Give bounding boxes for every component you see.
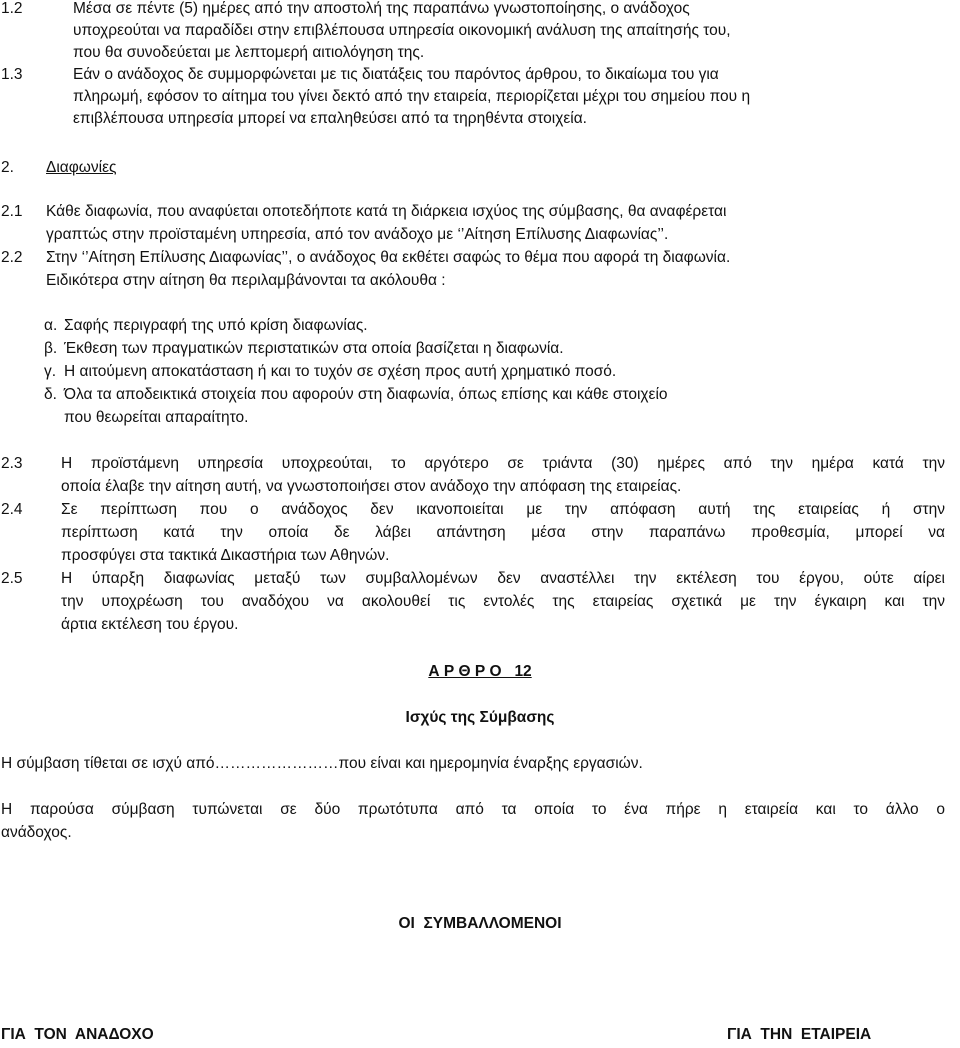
clause-1-3-line-3: επιβλέπουσα υπηρεσία μπορεί να επαληθεύσει από τα τηρηθέντα στοιχεία.	[73, 110, 587, 127]
clause-2-3-line-2: οποία έλαβε την αίτηση αυτή, να γνωστοποιήσει στον ανάδοχο την απόφαση της εταιρείας.	[61, 478, 682, 495]
clause-2-4-line-1: Σε περίπτωση που ο ανάδοχος δεν ικανοποιείται με την απόφαση αυτή της εταιρείας ή στην	[61, 501, 945, 518]
clause-2-2-line-1: Στην ‘’Αίτηση Επίλυσης Διαφωνίας’’, ο ανάδοχος θα εκθέτει σαφώς το θέμα που αφορά τη διαφωνία.	[46, 249, 731, 266]
clause-1-3-line-1: Εάν ο ανάδοχος δε συμμορφώνεται με τις διατάξεις του παρόντος άρθρου, το δικαίωμα του για	[73, 66, 719, 83]
list-item-label: β.	[44, 340, 58, 357]
clause-1-3-line-2: πληρωμή, εφόσον το αίτημα του γίνει δεκτό από την εταιρεία, περιορίζεται μέχρι του σημείου που η	[73, 88, 751, 105]
list-item-text: Όλα τα αποδεικτικά στοιχεία που αφορούν στη διαφωνία, όπως επίσης και κάθε στοιχείο	[64, 386, 668, 403]
clause-1-2-line-2: υποχρεούται να παραδίδει στην επιβλέπουσα υπηρεσία οικονομική ανάλυση της απαίτησής του,	[73, 22, 731, 39]
parties-heading: ΟΙ ΣΥΜΒΑΛΛΟΜΕΝΟΙ	[398, 915, 562, 932]
clause-2-4-line-2: περίπτωση κατά την οποία δε λάβει απάντηση μέσα στην παραπάνω προθεσμία, μπορεί να	[61, 524, 945, 541]
clause-1-2-line-3: που θα συνοδεύεται με λεπτομερή αιτιολόγηση της.	[73, 44, 425, 61]
article-subtitle: Ισχύς της Σύμβασης	[405, 709, 555, 726]
list-item-text: Η αιτούμενη αποκατάσταση ή και το τυχόν σε σχέση προς αυτή χρηματικό ποσό.	[64, 363, 617, 380]
clause-2-5-line-1: Η ύπαρξη διαφωνίας μεταξύ των συμβαλλομένων δεν αναστέλλει την εκτέλεση του έργου, ούτε αίρει	[61, 570, 945, 587]
signature-contractor: ΓΙΑ ΤΟΝ ΑΝΑΔΟΧΟ	[1, 1026, 154, 1043]
list-item-label: δ.	[44, 386, 57, 403]
clause-2-2-line-2: Ειδικότερα στην αίτηση θα περιλαμβάνονται τα ακόλουθα :	[46, 272, 446, 289]
list-item-text: Έκθεση των πραγματικών περιστατικών στα οποία βασίζεται η διαφωνία.	[64, 340, 564, 357]
article-heading: Α Ρ Θ Ρ Ο 12	[428, 663, 532, 680]
clause-2-5-line-3: άρτια εκτέλεση του έργου.	[61, 616, 239, 633]
list-item-continuation: που θεωρείται απαραίτητο.	[64, 409, 249, 426]
clause-2-3-line-1: Η προϊστάμενη υπηρεσία υποχρεούται, το αργότερο σε τριάντα (30) ημέρες από την ημέρα κατά την	[61, 455, 945, 472]
clause-2-4-line-3: προσφύγει στα τακτικά Δικαστήρια των Αθηνών.	[61, 547, 390, 564]
clause-2-1-line-2: γραπτώς στην προϊσταμένη υπηρεσία, από τον ανάδοχο με ‘’Αίτηση Επίλυσης Διαφωνίας’’.	[46, 226, 669, 243]
clause-number-1-2: 1.2	[1, 0, 23, 17]
clause-number-2-2: 2.2	[1, 249, 23, 266]
clause-number-2-5: 2.5	[1, 570, 23, 587]
clause-2-1-line-1: Κάθε διαφωνία, που αναφύεται οποτεδήποτε κατά τη διάρκεια ισχύος της σύμβασης, θα αναφέρεται	[46, 203, 727, 220]
clause-2-5-line-2: την υποχρέωση του αναδόχου να ακολουθεί τις εντολές της εταιρείας σχετικά με την έγκαιρη και την	[61, 593, 945, 610]
section-title-disputes: Διαφωνίες	[46, 159, 117, 176]
list-item-label: α.	[44, 317, 58, 334]
list-item-label: γ.	[44, 363, 57, 380]
clause-number-2-1: 2.1	[1, 203, 23, 220]
copies-line-1: Η παρούσα σύμβαση τυπώνεται σε δύο πρωτότυπα από τα οποία το ένα πήρε η εταιρεία και το άλλο ο	[1, 801, 945, 818]
validity-sentence: Η σύμβαση τίθεται σε ισχύ από……………………που είναι και ημερομηνία έναρξης εργασιών.	[1, 755, 643, 772]
list-item-text: Σαφής περιγραφή της υπό κρίση διαφωνίας.	[64, 317, 368, 334]
section-number-2: 2.	[1, 159, 14, 176]
clause-number-1-3: 1.3	[1, 66, 23, 83]
clause-number-2-3: 2.3	[1, 455, 23, 472]
clause-1-2-line-1: Μέσα σε πέντε (5) ημέρες από την αποστολή της παραπάνω γνωστοποίησης, ο ανάδοχος	[73, 0, 690, 17]
signature-company: ΓΙΑ ΤΗΝ ΕΤΑΙΡΕΙΑ	[727, 1026, 872, 1043]
copies-line-2: ανάδοχος.	[1, 824, 72, 841]
clause-number-2-4: 2.4	[1, 501, 23, 518]
